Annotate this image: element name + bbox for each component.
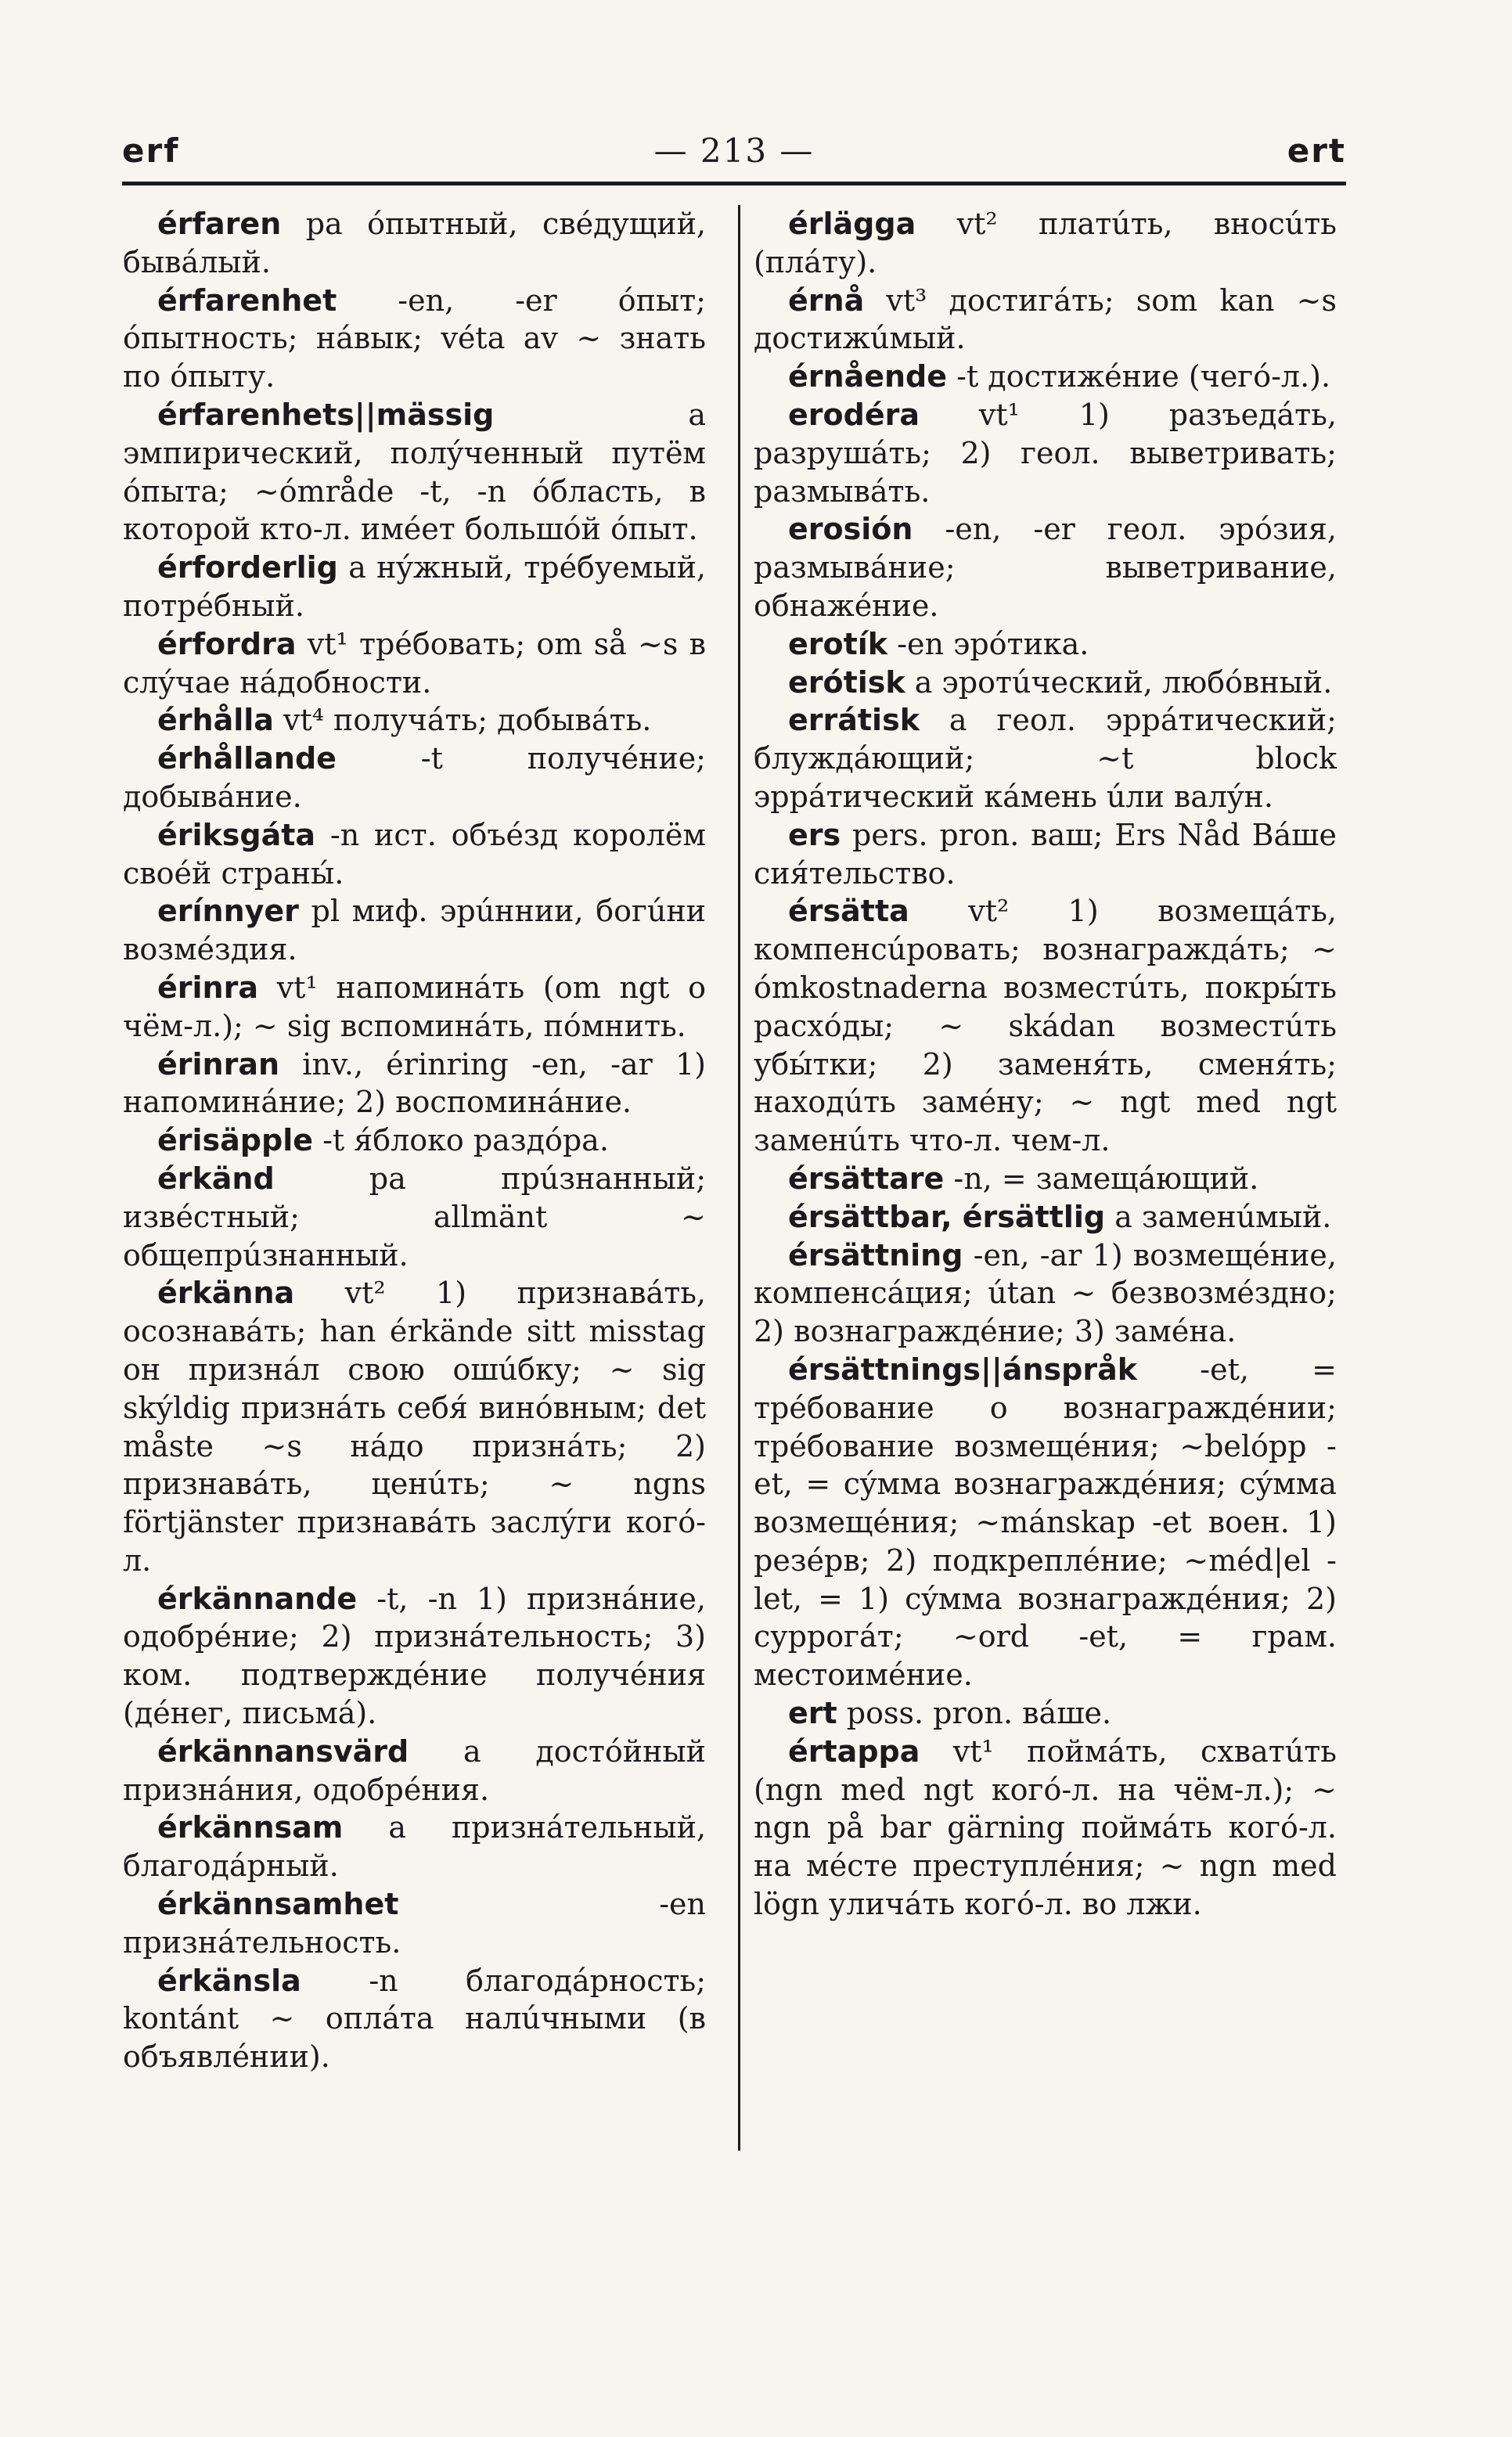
entry-headword: érkännsam: [157, 1810, 344, 1845]
dictionary-entry: [123, 740, 706, 816]
dictionary-entry: [754, 282, 1337, 358]
page-number: — 213 —: [653, 131, 815, 170]
dictionary-entry: [754, 1198, 1337, 1236]
entry-definition: -en, -er геол. эрóзия, размывáние; выветривание, обнажéние.: [754, 512, 1337, 623]
entry-definition: a геол. эррáтический; блуждáющий; ~t block эррáтический кáмень úли валýн.: [754, 703, 1337, 814]
entry-headword: érhålla: [157, 703, 274, 738]
entry-headword: érsättnings||ánspråk: [788, 1352, 1137, 1387]
entry-definition: -t достижéние (чегó-л.).: [956, 359, 1331, 394]
dictionary-entry: [754, 1733, 1337, 1924]
entry-definition: poss. pron. вáше.: [846, 1696, 1112, 1731]
entry-definition: vt¹ поймáть, схватúть (ngn med ngt когó-л. на чём-л.); ~ ngn på bar gärning поймáть когó-л. на мéсте преступлéния; ~ ngn med lögn уличáть когó-л. во лжи.: [754, 1733, 1337, 1922]
dictionary-entry: [754, 664, 1337, 702]
entry-headword: érinra: [157, 970, 258, 1005]
dictionary-entry: [123, 969, 706, 1046]
entry-headword: érfaren: [157, 207, 282, 241]
entry-definition: inv., érinring -en, -ar 1) напоминáние; 2) воспоминáние.: [123, 1046, 706, 1120]
entry-definition: vt¹ трéбовать; om så ~s в слýчае нáдобности.: [123, 626, 706, 700]
dictionary-entry: [754, 1236, 1337, 1351]
entry-headword: érisäpple: [157, 1123, 313, 1158]
entry-headword: érkänna: [157, 1276, 295, 1311]
entry-headword: érforderlig: [157, 550, 338, 585]
entry-headword: erotík: [788, 626, 888, 661]
entry-headword: erodéra: [788, 397, 920, 432]
entry-headword: érkänsla: [157, 1963, 301, 1998]
header-rule: [122, 182, 1346, 185]
entry-headword: érsättbar, érsättlig: [788, 1199, 1106, 1234]
dictionary-entry: [123, 549, 706, 625]
entry-definition: pa óпытный, свéдущий, бывáлый.: [123, 207, 706, 279]
dictionary-entry: [123, 396, 706, 549]
dictionary-entry: [123, 1274, 706, 1579]
dictionary-entry: [123, 1809, 706, 1885]
dictionary-entry: [754, 358, 1337, 396]
entry-headword: érnå: [788, 283, 865, 318]
dictionary-entry: [754, 625, 1337, 664]
dictionary-entry: [123, 282, 706, 396]
entry-definition: -en, -er óпыт; óпытность; нáвык; véta av ~ знать по óпыту.: [123, 283, 706, 394]
dictionary-entry: [754, 1160, 1337, 1198]
entry-definition: vt³ достигáть; som kan ~s достижúмый.: [754, 283, 1337, 356]
entry-definition: -n благодáрность; kontánt ~ оплáта налúчными (в объявлéнии).: [123, 1963, 706, 2075]
left-guide-word: erf: [122, 131, 180, 170]
entry-definition: vt² 1) признавáть, осознавáть; han érkände sitt misstag он признáл свою ошúбку; ~ sig skýldig признáть себя́ винóвным; det måste ~s нáдо признáть; 2) признавáть, ценúть; ~ ngns förtjänster признавáть заслýги когó-л.: [123, 1276, 706, 1578]
entry-definition: -t, -n 1) признáние, одобрéние; 2) признáтельность; 3) ком. подтверждéние получéния (дéнег, письмá).: [123, 1581, 706, 1731]
entry-headword: érsättning: [788, 1237, 963, 1272]
entry-headword: erótisk: [788, 664, 905, 700]
dictionary-entry: [123, 1962, 706, 2076]
entry-definition: -en эрóтика.: [897, 626, 1089, 661]
entry-headword: érkänd: [157, 1161, 275, 1196]
entry-headword: érfarenhet: [157, 283, 337, 318]
dictionary-entry: [123, 816, 706, 893]
entry-headword: érkännande: [157, 1581, 358, 1616]
entry-definition: a эмпирический, полýченный путём óпыта; ~ómråde -t, -n óбласть, в которой кто-л. имéет большóй óпыт.: [123, 397, 706, 547]
dictionary-entry: [754, 396, 1337, 510]
entry-definition: a нýжный, трéбуемый, потрéбный.: [123, 550, 706, 623]
column-divider: [738, 205, 740, 2151]
dictionary-entry: [123, 892, 706, 969]
dictionary-entry: [123, 625, 706, 702]
dictionary-entry: [754, 816, 1337, 893]
dictionary-entry: [123, 1733, 706, 1809]
entry-definition: a заменúмый.: [1114, 1199, 1332, 1234]
entry-definition: vt² платúть, вносúть (плáту).: [754, 207, 1337, 279]
dictionary-entry: [754, 205, 1337, 282]
entry-definition: -n ист. объéзд королём своéй страны́.: [123, 817, 706, 891]
entry-definition: a достóйный признáния, одобрéния.: [123, 1733, 706, 1807]
entry-headword: érhållande: [157, 741, 337, 776]
dictionary-entry: [123, 1580, 706, 1733]
dictionary-entry: [754, 701, 1337, 815]
dictionary-entry: [754, 892, 1337, 1160]
entry-definition: -n, = замещáющий.: [953, 1161, 1259, 1196]
entry-headword: erínnyer: [157, 894, 299, 929]
entry-headword: ers: [788, 817, 841, 852]
dictionary-entry: [123, 1121, 706, 1160]
entry-headword: ériksgáta: [157, 817, 316, 852]
entry-headword: ert: [788, 1696, 837, 1731]
entry-headword: errátisk: [788, 703, 920, 738]
entry-definition: -t я́блоко раздóра.: [322, 1123, 609, 1158]
entry-headword: érlägga: [788, 207, 916, 241]
entry-definition: vt² 1) возмещáть, компенсúровать; вознаграждáть; ~ ómkostnaderna возместúть, покры́ть расхóды; ~ skádan возместúть убы́тки; 2) заменя́ть, сменя́ть; находúть замéну; ~ ngt med ngt заменúть что-л. чем-л.: [754, 894, 1337, 1158]
entry-headword: érsätta: [788, 894, 909, 929]
entry-headword: érnående: [788, 359, 948, 394]
entry-definition: a признáтельный, благодáрный.: [123, 1810, 706, 1884]
left-column: [123, 205, 706, 2076]
entry-definition: -en признáтельность.: [123, 1887, 706, 1960]
entry-headword: érinran: [157, 1046, 280, 1082]
entry-headword: értappa: [788, 1733, 920, 1769]
entry-definition: a эротúческий, любóвный.: [914, 664, 1333, 700]
dictionary-entry: [123, 1046, 706, 1122]
entry-definition: -et, = трéбование о вознаграждéнии; трéбование возмещéния; ~belópp -et, = сýмма вознаграждéния; сýмма возмещéния; ~mánskap -et воен. 1) резéрв; 2) подкреплéние; ~méd|el -let, = 1) сýмма вознаграждéния; 2) суррогáт; ~ord -et, = грам. местоимéние.: [754, 1352, 1337, 1693]
page-header: [122, 131, 1346, 186]
entry-definition: pl миф. эрúннии, богúни возмéздия.: [123, 894, 706, 967]
entry-headword: érfarenhets||mässig: [157, 397, 495, 432]
dictionary-entry: [123, 701, 706, 740]
entry-definition: vt¹ напоминáть (om ngt о чём-л.); ~ sig вспоминáть, пóмнить.: [123, 970, 706, 1043]
dictionary-entry: [123, 1160, 706, 1274]
entry-definition: pa прúзнанный; извéстный; allmänt ~ общепрúзнанный.: [123, 1161, 706, 1272]
entry-definition: pers. pron. ваш; Ers Nåd Вáше сия́тельство.: [754, 817, 1337, 891]
dictionary-entry: [754, 1694, 1337, 1733]
dictionary-entry: [123, 1885, 706, 1962]
entry-definition: -en, -ar 1) возмещéние, компенсáция; útan ~ безвозмéздно; 2) вознаграждéние; 3) замéна.: [754, 1237, 1337, 1349]
dictionary-entry: [754, 510, 1337, 625]
entry-definition: vt¹ 1) разъедáть, разрушáть; 2) геол. выветривать; размывáть.: [754, 397, 1337, 509]
entry-headword: érkännansvärd: [157, 1733, 409, 1769]
entry-headword: erosión: [788, 512, 913, 547]
entry-definition: -t получéние; добывáние.: [123, 741, 706, 814]
right-guide-word: ert: [1287, 131, 1346, 170]
entry-headword: érsättare: [788, 1161, 945, 1196]
dictionary-entry: [123, 205, 706, 282]
entry-headword: érkännsamhet: [157, 1887, 399, 1922]
dictionary-entry: [754, 1351, 1337, 1694]
entry-headword: érfordra: [157, 626, 297, 661]
entry-definition: vt⁴ получáть; добывáть.: [283, 703, 652, 738]
right-column: [754, 205, 1337, 1924]
